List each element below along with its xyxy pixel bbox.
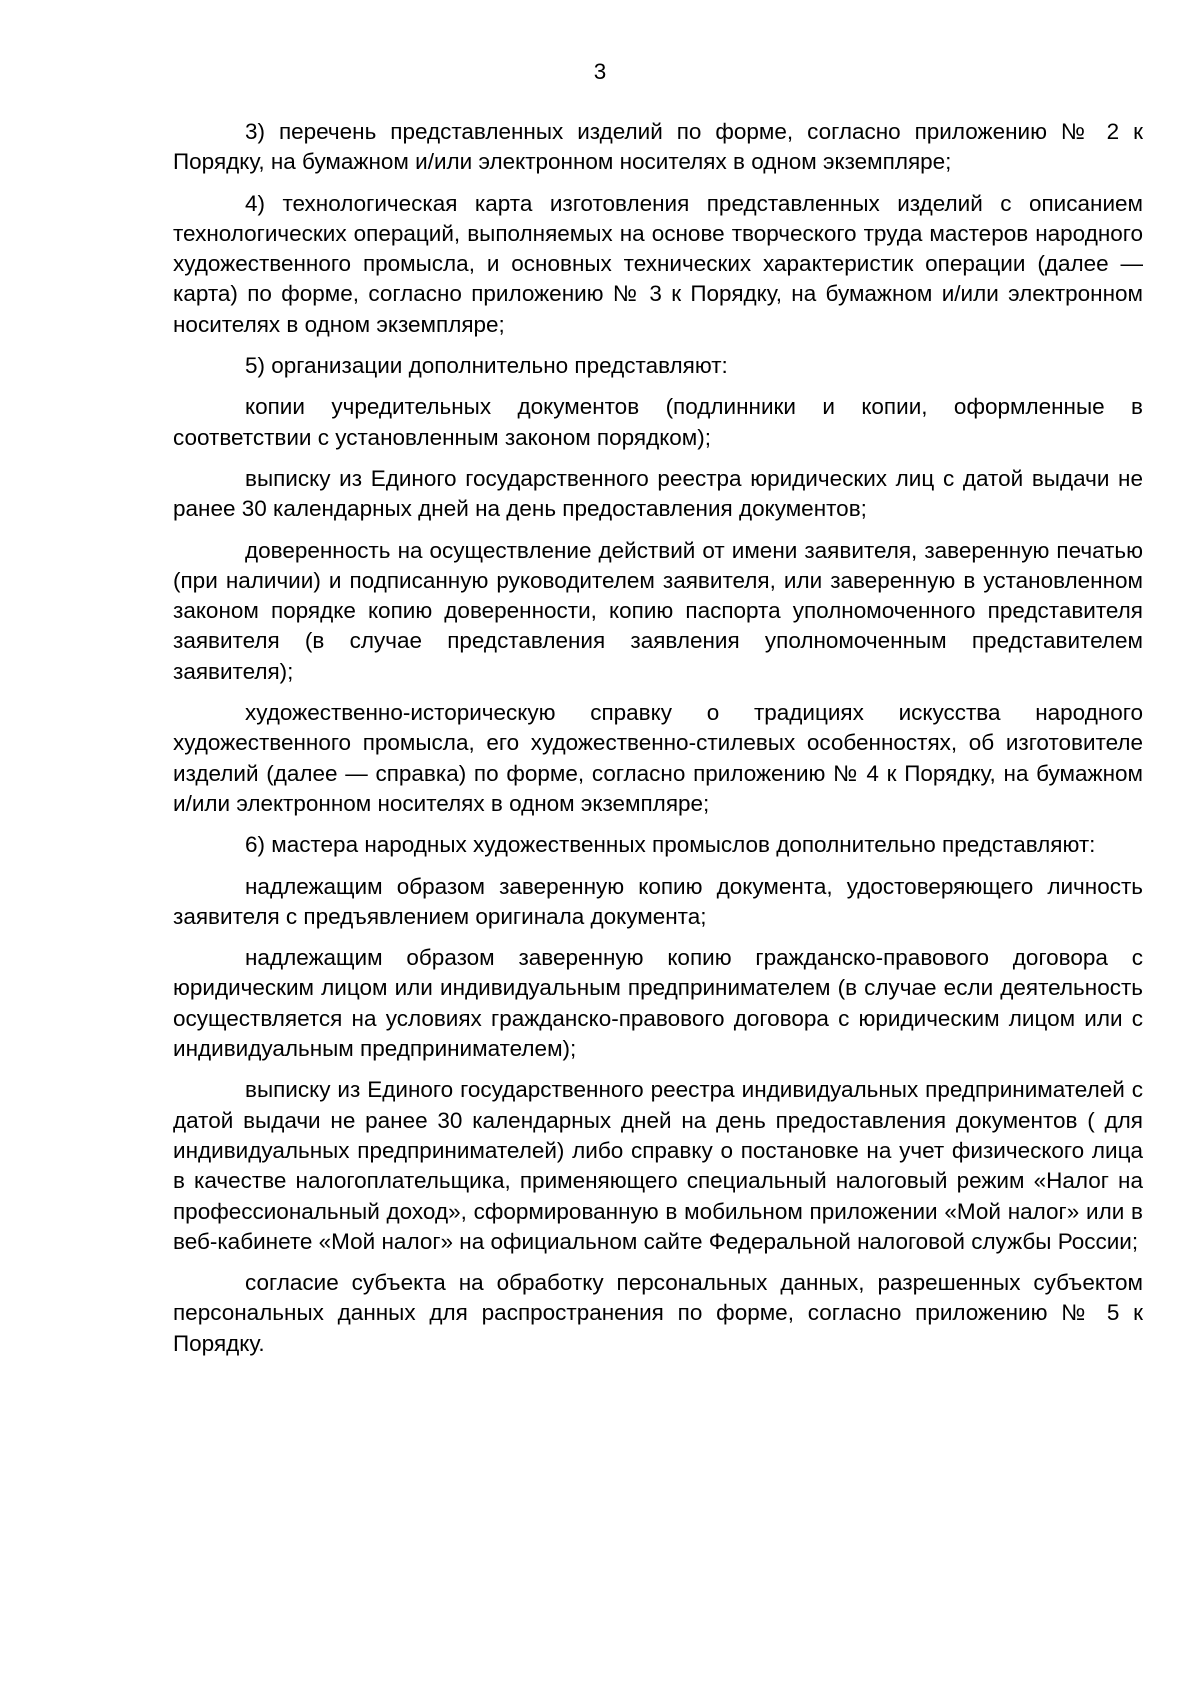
paragraph-civil-contract: надлежащим образом заверенную копию гражданско-правового договора с юридическим лицом или индивидуальным предпринимателем (в случае если деятельность осуществляется на условиях гражданско-правового договора с юридическим лицом или с индивидуальным предпринимателем);	[173, 945, 1143, 1062]
document-body	[173, 117, 1143, 1370]
paragraph-historical-reference: художественно-историческую справку о традициях искусства народного художественного промысла, его художественно-стилевых особенностях, об изготовителе изделий (далее — справка) по форме, согласно приложению № 4 к Порядку, на бумажном и/или электронном носителях в одном экземпляре;	[173, 700, 1143, 816]
paragraph-entrepreneurs-extract: выписку из Единого государственного реестра индивидуальных предпринимателей с датой выдачи не ранее 30 календарных дней на день предоставления документов ( для индивидуальных предпринимателей) либо справку о постановке на учет физического лица в качестве налогоплательщика, применяющего специальный налоговый режим «Налог на профессиональный доход», сформированную в мобильном приложении «Мой налог» или в веб-кабинете «Мой налог» на официальном сайте Федеральной налоговой службы России;	[173, 1077, 1143, 1254]
paragraph-identity-document: надлежащим образом заверенную копию документа, удостоверяющего личность заявителя с предъявлением оригинала документа;	[173, 873, 1143, 929]
paragraph-power-of-attorney: доверенность на осуществление действий от имени заявителя, заверенную печатью (при наличии) и подписанную руководителем заявителя, или заверенную в установленном законом порядке копию доверенности, копию паспорта уполномоченного представителя заявителя (в случае представления заявления уполномоченным представителем заявителя);	[173, 537, 1143, 684]
paragraph-founding-documents: копии учредительных документов (подлинники и копии, оформленные в соответствии с установленным законом порядком);	[173, 394, 1143, 450]
paragraph-legal-entities-extract: выписку из Единого государственного реестра юридических лиц с датой выдачи не ранее 30 календарных дней на день предоставления документов;	[173, 465, 1143, 522]
paragraph-item-4: 4) технологическая карта изготовления представленных изделий с описанием технологических операций, выполняемых на основе творческого труда мастеров народного художественного промысла, и основных технических характеристик операции (далее — карта) по форме, согласно приложению № 3 к Порядку, на бумажном и/или электронном носителях в одном экземпляре;	[173, 190, 1143, 337]
paragraph-item-5: 5) организации дополнительно представляют:	[245, 353, 728, 379]
paragraph-item-3: 3) перечень представленных изделий по форме, согласно приложению № 2 к Порядку, на бумажном и/или электронном носителях в одном экземпляре;	[173, 119, 1143, 175]
page-number: 3	[593, 59, 607, 84]
paragraph-personal-data-consent: согласие субъекта на обработку персональных данных, разрешенных субъектом персональных данных для распространения по форме, согласно приложению № 5 к Порядку.	[173, 1270, 1143, 1356]
paragraph-item-6: 6) мастера народных художественных промыслов дополнительно представляют:	[245, 832, 1096, 858]
